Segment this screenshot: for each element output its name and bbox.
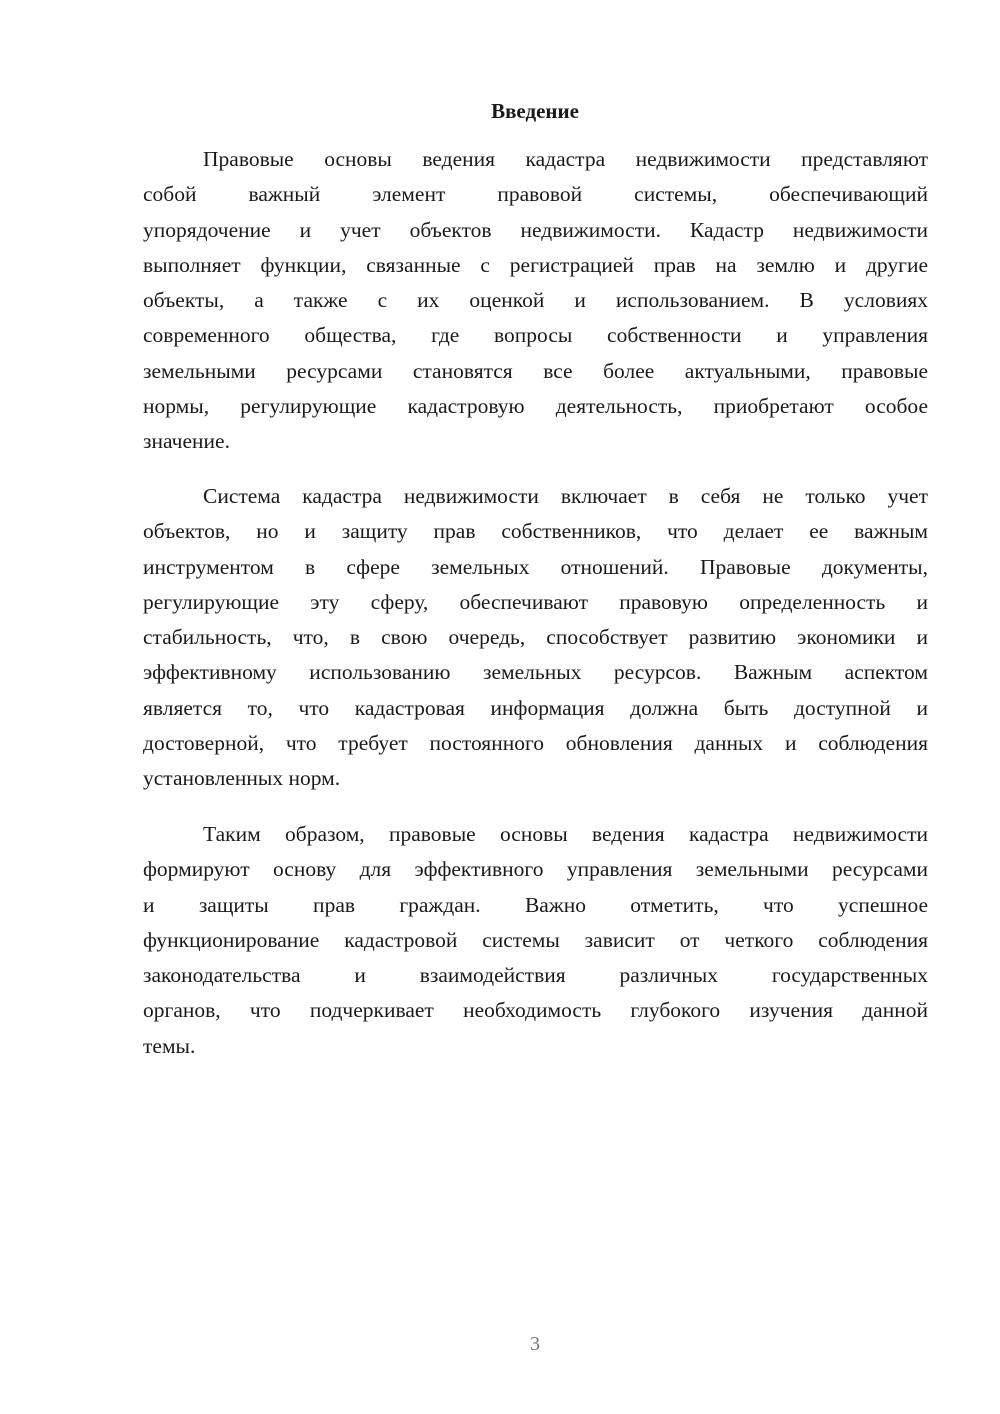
text-line: установленных норм. bbox=[143, 766, 341, 790]
text-line: Правовые основы ведения кадастра недвижимости представляют bbox=[203, 147, 928, 171]
text-line: стабильность, что, в свою очередь, способствует развитию экономики и bbox=[143, 625, 928, 649]
text-line: земельными ресурсами становятся все более актуальными, правовые bbox=[143, 358, 928, 383]
text-line: объекты, а также с их оценкой и использованием. В условиях bbox=[143, 288, 928, 312]
paragraph-3 bbox=[143, 817, 928, 1064]
text-line: современного общества, где вопросы собственности и управления bbox=[143, 323, 928, 348]
text-line: темы. bbox=[143, 1033, 196, 1058]
text-line: упорядочение и учет объектов недвижимости. Кадастр недвижимости bbox=[143, 217, 928, 242]
text-line: собой важный элемент правовой системы, обеспечивающий bbox=[143, 182, 928, 207]
text-line: инструментом в сфере земельных отношений. Правовые документы, bbox=[143, 554, 928, 579]
text-line: достоверной, что требует постоянного обновления данных и соблюдения bbox=[143, 730, 928, 755]
text-line: объектов, но и защиту прав собственников, что делает ее важным bbox=[143, 519, 928, 544]
text-line: и защиты прав граждан. Важно отметить, что успешное bbox=[143, 892, 928, 917]
text-line: нормы, регулирующие кадастровую деятельность, приобретают особое bbox=[143, 393, 928, 418]
text-line: законодательства и взаимодействия различных государственных bbox=[143, 963, 928, 987]
text-line: эффективному использованию земельных ресурсов. Важным аспектом bbox=[143, 660, 928, 685]
text-line: Система кадастра недвижимости включает в себя не только учет bbox=[203, 484, 928, 508]
text-line: значение. bbox=[143, 429, 230, 453]
text-line: Таким образом, правовые основы ведения кадастра недвижимости bbox=[203, 822, 928, 846]
text-line: выполняет функции, связанные с регистрацией прав на землю и другие bbox=[143, 252, 928, 277]
text-line: формируют основу для эффективного управления земельными ресурсами bbox=[143, 857, 928, 882]
paragraph-1 bbox=[143, 142, 928, 459]
text-line: органов, что подчеркивает необходимость глубокого изучения данной bbox=[143, 998, 928, 1023]
paragraph-2 bbox=[143, 479, 928, 796]
text-line: является то, что кадастровая информация должна быть доступной и bbox=[143, 695, 928, 720]
page-title: Введение bbox=[491, 99, 579, 123]
text-line: функционирование кадастровой системы зависит от четкого соблюдения bbox=[143, 927, 928, 952]
text-line: регулирующие эту сферу, обеспечивают правовую определенность и bbox=[143, 589, 928, 614]
page-number: 3 bbox=[530, 1333, 540, 1355]
